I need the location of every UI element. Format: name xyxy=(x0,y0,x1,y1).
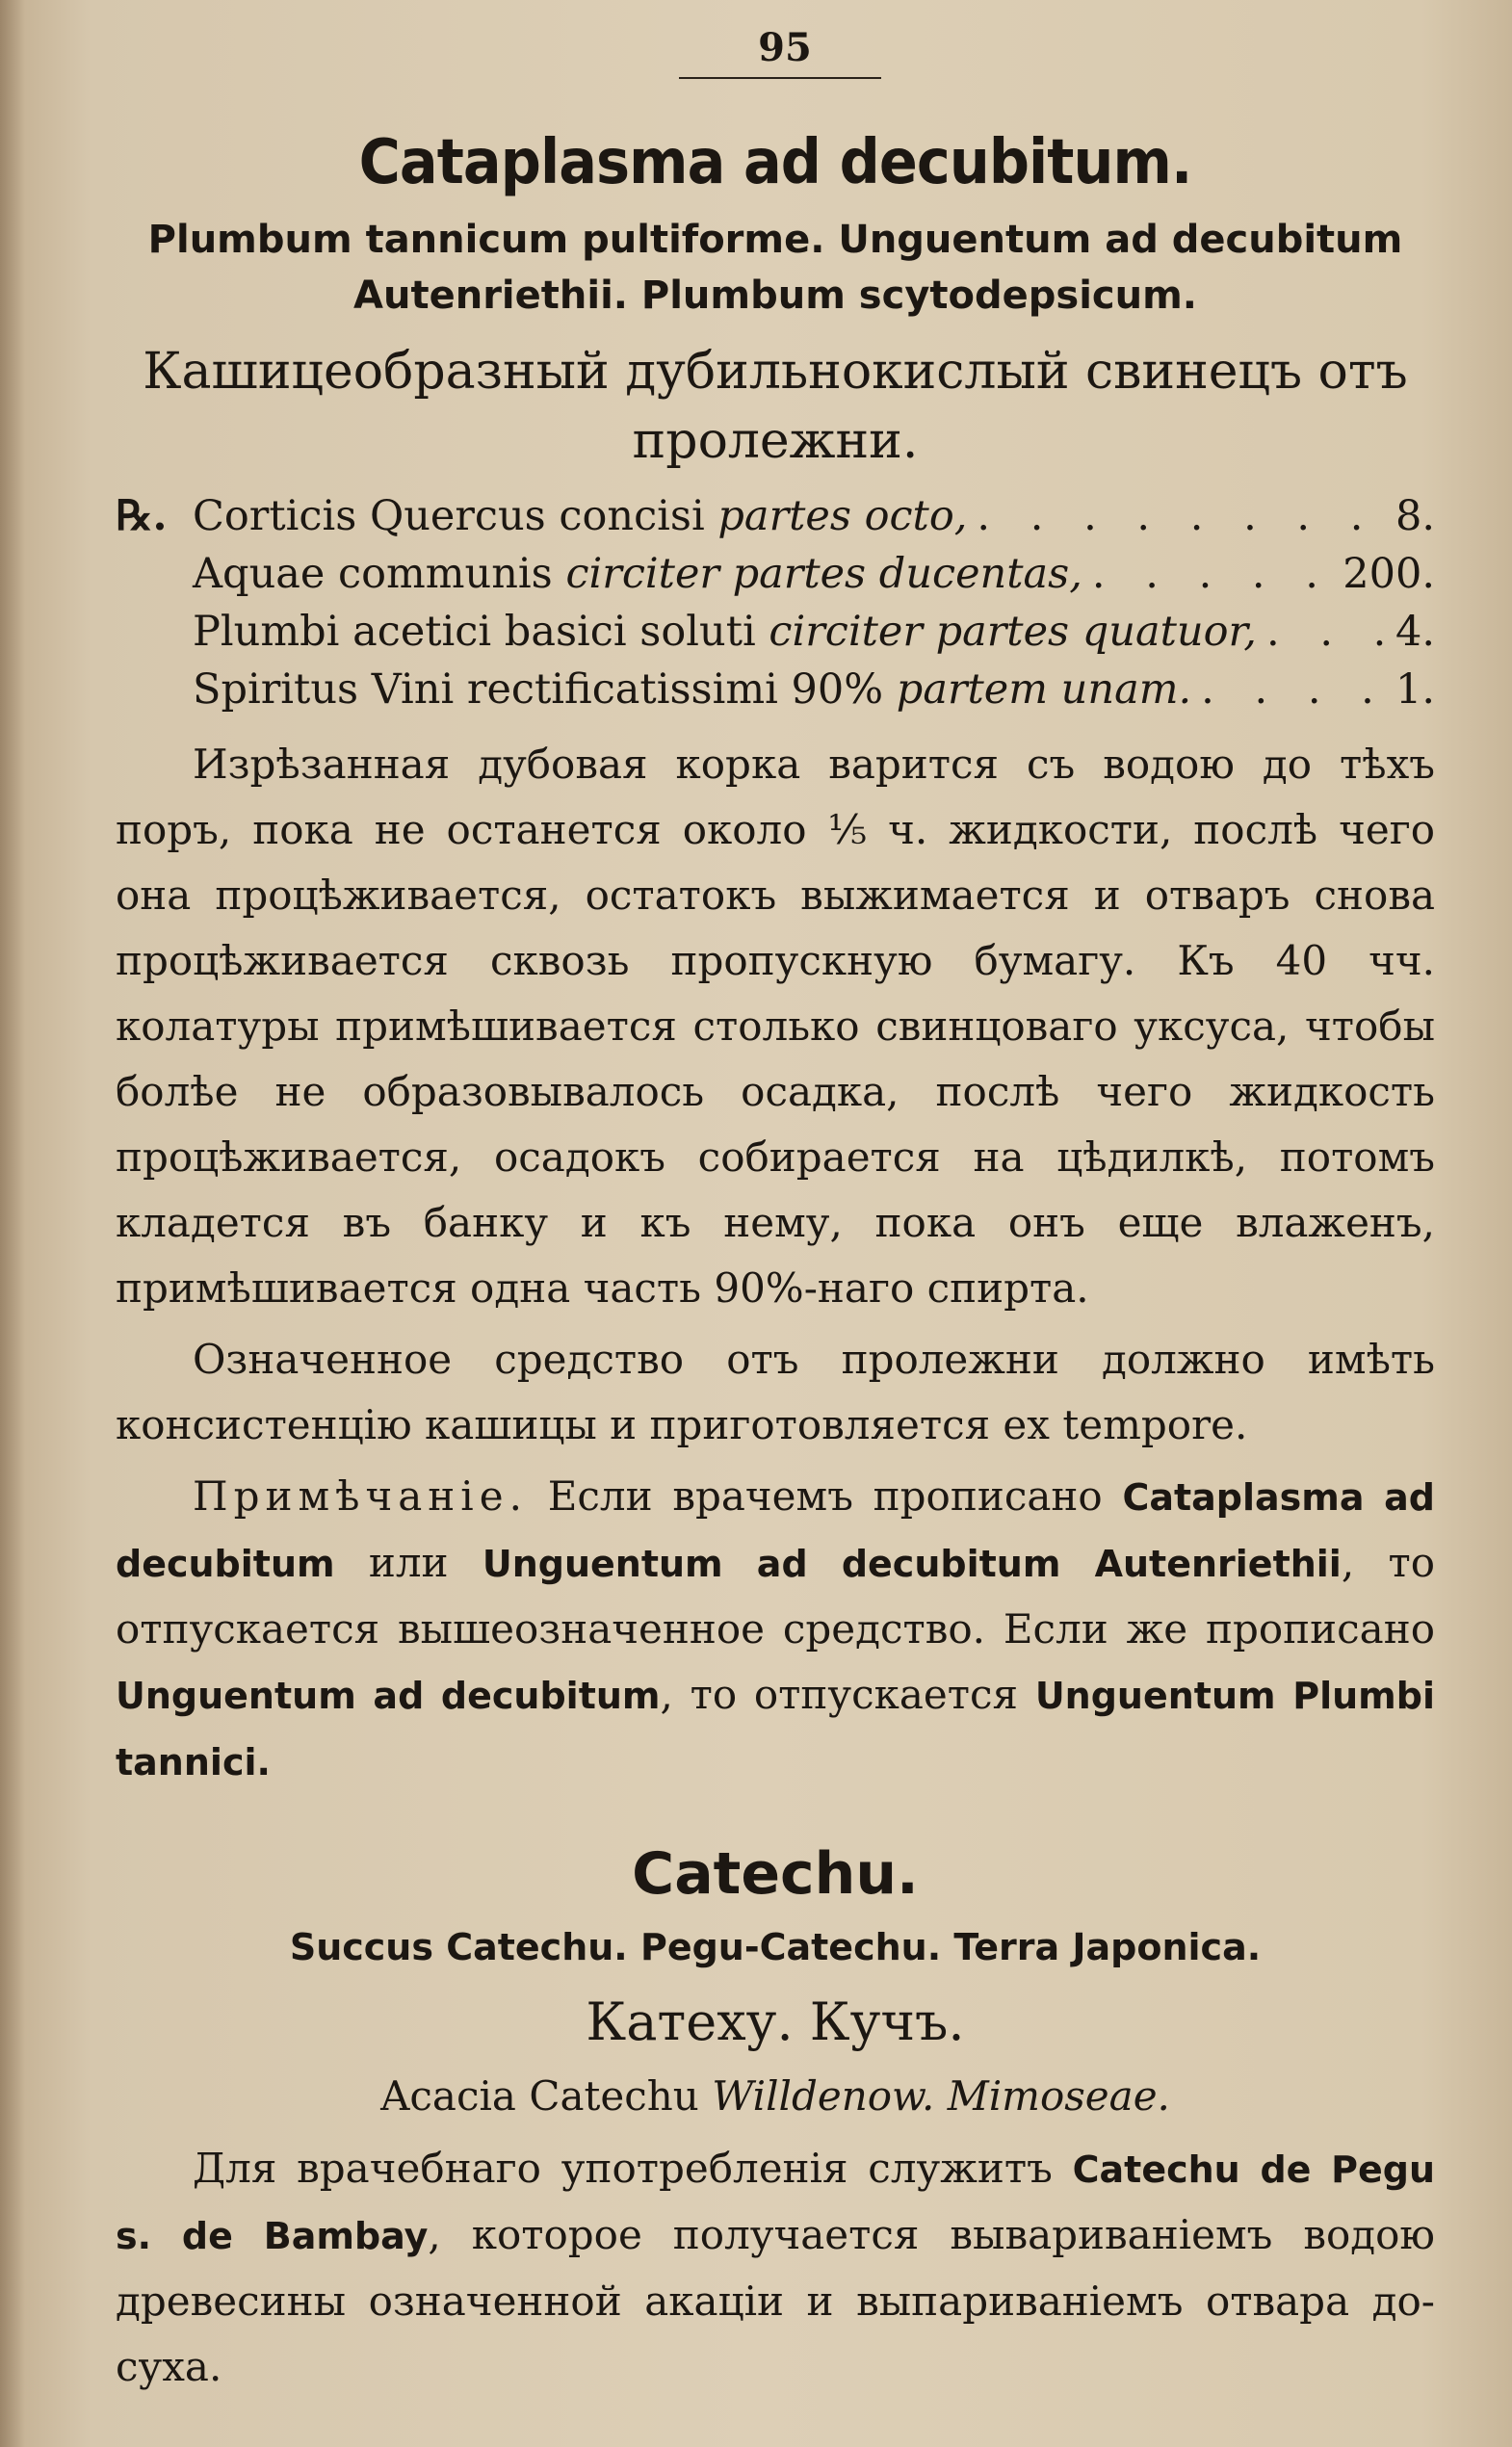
leader-dots xyxy=(1092,545,1333,603)
russian-title: Кашицеобразный дубильнокислый свинецъ отъ пролежни. xyxy=(143,343,1408,470)
note-label: Примѣчаніе. xyxy=(193,1472,528,1520)
recipe-ingredient: Spiritus Vini rectificatissimi 90% partem unam. xyxy=(193,665,1192,714)
catechu-synonyms: Succus Catechu. Pegu-Catechu. Terra Japonica. xyxy=(289,1926,1262,1968)
recipe-amount: 1. xyxy=(1395,665,1435,714)
page-content xyxy=(116,19,1435,2400)
recipe-ingredient: Plumbi acetici basici soluti circiter partes quatuor, xyxy=(193,608,1257,656)
recipe-row xyxy=(116,661,1435,718)
leader-dots xyxy=(977,487,1386,545)
section-title-catechu: Catechu. xyxy=(632,1840,919,1908)
recipe-symbol: ℞. xyxy=(116,492,168,540)
preparation-paragraph: Изрѣзанная дубовая корка варится съ водою до тѣхъ поръ, пока не останется около ⅕ ч. жидкости, послѣ чего она процѣживается, остатокъ выжимается и отваръ снова процѣживается сквозь пропускную бумагу. Къ 40 чч. колатуры примѣшивается столько свинцоваго уксуса, чтобы болѣе не образовывалось осадка, послѣ чего жидкость процѣживается, осадокъ собирается на цѣдилкѣ, потомъ кладется въ банку и къ нему, пока онъ еще влаженъ, примѣшивается одна часть 90%-наго спирта. xyxy=(116,741,1435,1312)
consistency-paragraph: Означенное средство отъ пролежни должно имѣть консистенцію кашицы и приготовляется ex tempore. xyxy=(116,1336,1435,1448)
leader-dots xyxy=(1266,603,1386,661)
header-rule xyxy=(679,77,881,79)
recipe-row xyxy=(116,487,1435,545)
page-number: 95 xyxy=(758,25,812,70)
recipe-ingredient: Corticis Quercus concisi partes octo, xyxy=(193,492,968,540)
latin-synonyms: Plumbum tannicum pultiforme. Unguentum ad decubitum Autenriethii. Plumbum scytodepsicum. xyxy=(147,218,1403,318)
recipe-list xyxy=(116,487,1435,718)
catechu-paragraph: Для врачебнаго употребленія служитъ Catechu de Pegu s. de Bambay, которое получается вывариваніемъ водою древесины означенной акаціи и выпариваніемъ отвара до-суха. xyxy=(116,2145,1435,2390)
leader-dots xyxy=(1201,661,1386,718)
recipe-row xyxy=(116,603,1435,661)
recipe-amount: 8. xyxy=(1395,492,1435,540)
catechu-russian-title: Катеху. Кучъ. xyxy=(586,1991,965,2052)
recipe-row xyxy=(116,545,1435,603)
plant-source: Acacia Catechu Willdenow. Mimoseae. xyxy=(380,2072,1170,2120)
section-title-cataplasma: Cataplasma ad decubitum. xyxy=(358,127,1192,198)
recipe-ingredient: Aquae communis circiter partes ducentas, xyxy=(193,550,1082,598)
note-paragraph: Примѣчаніе. Если врачемъ прописано Cataplasma ad decubitum или Unguentum ad decubitum Autenriethii, то отпускается вышеозначенное средство. Если же прописано Unguentum ad decubitum, то отпускается Unguentum Plumbi tannici. xyxy=(116,1472,1436,1783)
page-gutter-shadow xyxy=(0,0,25,2447)
recipe-amount: 200. xyxy=(1343,550,1435,598)
recipe-amount: 4. xyxy=(1395,608,1435,656)
